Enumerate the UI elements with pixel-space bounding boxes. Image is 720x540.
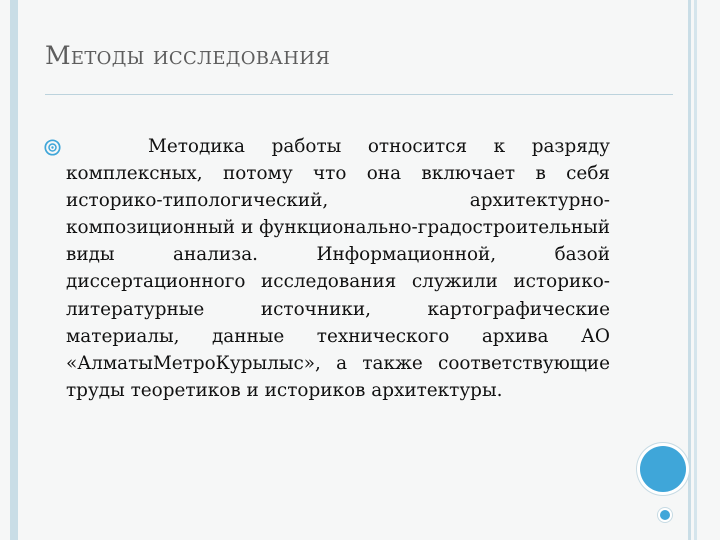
decorative-large-circle [640,446,686,492]
title-underline [45,94,673,95]
slide-title: Методы исследования [45,41,331,70]
right-border-line-inner [694,0,697,540]
left-border-line [10,0,18,540]
target-bullet-icon [44,139,61,156]
right-border-line [688,0,691,540]
decorative-small-circle [660,510,670,520]
body-paragraph: Методика работы относится к разряду комплексных, потому что она включает в себя историко-типологический, архитектурно-композиционный и функционально-градостроительный виды анализа. Информационной, базой диссертационного исследования служили историко-литературные источники, картографические материалы, данные технического архива АО «АлматыМетроКурылыс», а также соответствующие труды теоретиков и историков архитектуры. [66,136,610,401]
